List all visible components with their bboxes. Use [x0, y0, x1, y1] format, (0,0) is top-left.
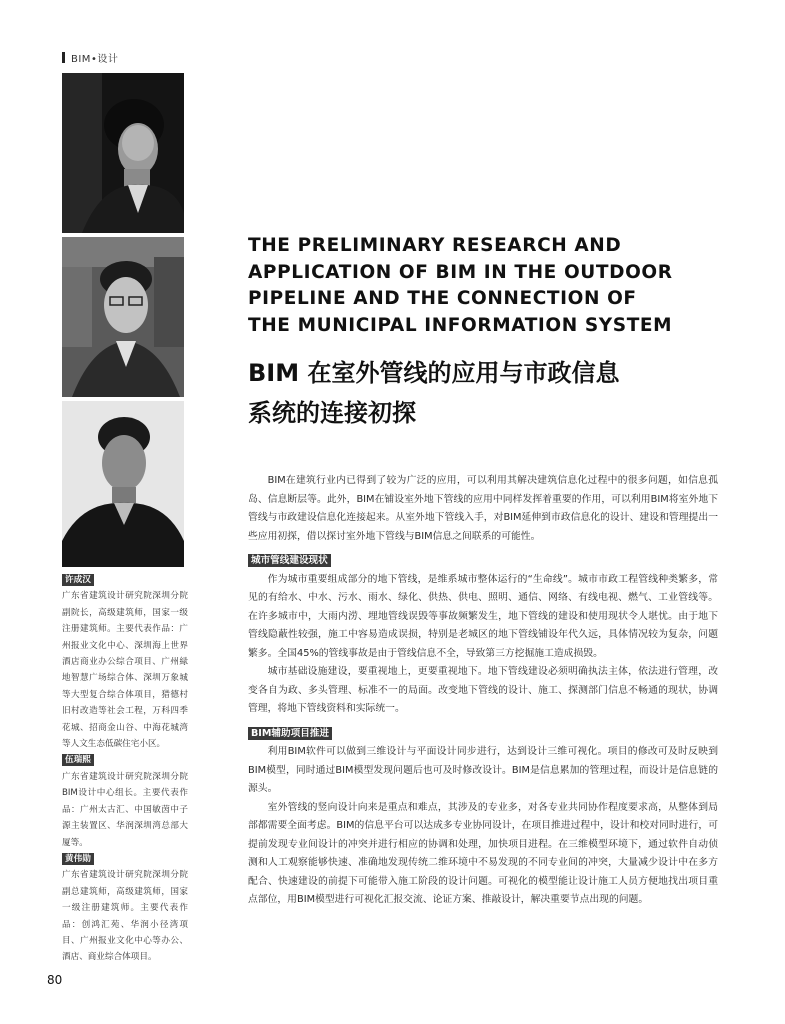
- author-bio: 广东省建筑设计研究院深圳分院BIM设计中心组长。主要代表作品：广州太古汇、中国敏茵中子源主装置区、华润深圳湾总部大厦等。: [62, 771, 188, 848]
- article-body: [248, 472, 718, 910]
- author-photo-2: [62, 237, 184, 397]
- body-paragraph: 利用BIM软件可以做到三维设计与平面设计同步进行，达到设计三维可视化。项目的修改可及时反映到BIM模型，同时通过BIM模型发现问题后也可及时修改设计。BIM是信息累加的管理过程，而设计是信息链的源头。: [248, 746, 718, 794]
- author-photo-3: [62, 401, 184, 567]
- author-name: 黄伟勋: [62, 853, 94, 865]
- title-chinese-line: 系统的连接初探: [248, 399, 416, 427]
- section-label: BIM•设计: [71, 54, 119, 65]
- section-heading: BIM辅助项目推进: [248, 727, 332, 740]
- body-paragraph: 室外管线的竖向设计向来是重点和难点，其涉及的专业多，对各专业共同协作程度要求高，从整体到局部都需要全面考虑。BIM的信息平台可以达成多专业协同设计，在项目推进过程中，设计和校对同时进行，可提前发现专业间设计的冲突并进行相应的协调和处理，加快项目进程。在三维模型环境下，通过软件自动侦测和人工观察能够快速、准确地发现传统二维环境中不易发现的不同专业间的冲突，大量减少设计中在多方配合、快速建设的前提下可能带入施工阶段的设计问题。可视化的模型能让设计施工人员方便地找出项目重点部位，用BIM模型进行可视化汇报交流、论证方案、推敲设计，解决重要节点出现的问题。: [248, 801, 718, 905]
- section-heading: 城市管线建设现状: [248, 554, 331, 567]
- intro-paragraph: BIM在建筑行业内已得到了较为广泛的应用，可以利用其解决建筑信息化过程中的很多问题，如信息孤岛、信息断层等。此外，BIM在铺设室外地下管线的应用中同样发挥着重要的作用，可以利用BIM将室外地下管线与市政建设信息化连接起来。从室外地下管线入手，对BIM延伸到市政信息化的设计、建设和管理提出一些应用初探，借以探讨室外地下管线与BIM信息之间联系的可能性。: [248, 475, 718, 542]
- section-bar: [62, 52, 65, 63]
- author-name: 伍瑞熙: [62, 754, 94, 766]
- author-bio: 广东省建筑设计研究院深圳分院副院长，高级建筑师，国家一级注册建筑师。主要代表作品：广州报业文化中心、深圳海上世界酒店商业办公综合项目、广州緑地智慧广场综合体、深圳万象城等大型复合综合体项目，猎德村旧村改造等社会工程，万科四季花城、招商金山谷、中海花城湾等人文生态低碳住宅小区。: [62, 591, 188, 750]
- title-english-line: THE MUNICIPAL INFORMATION SYSTEM: [248, 314, 673, 336]
- body-paragraph: 城市基础设施建设，要重视地上，更要重视地下。地下管线建设必须明确执法主体，依法进行管理，改变各自为政、多头管理、标准不一的局面。改变地下管线的设计、施工、探测部门信息不畅通的现状，协调管理，将地下管线资料和实际统一。: [248, 666, 718, 714]
- author-bio: 广东省建筑设计研究院深圳分院副总建筑师，高级建筑师，国家一级注册建筑师。主要代表作品：创鸿汇苑、华润小径湾项目、广州报业文化中心等办公、酒店、商业综合体项目。: [62, 870, 188, 963]
- page-number: 80: [47, 973, 63, 987]
- title-chinese: [248, 353, 728, 433]
- body-paragraph: 作为城市重要组成部分的地下管线，是维系城市整体运行的“生命线”。城市市政工程管线种类繁多，常见的有给水、中水、污水、雨水、绿化、供热、供电、照明、通信、网络、有线电视、燃气、工业管线等。在许多城市中，大雨内涝、埋地管线误毁等事故频繁发生，地下管线的建设和使用现状令人堪忧。由于地下管线隐蔽性较强，施工中容易造成误损，特别是老城区的地下管线铺设年代久远，具体情况较为复杂，问题繁多。全国45%的管线事故是由于管线信息不全，导致第三方挖掘施工造成损毁。: [248, 573, 718, 659]
- title-english-line: APPLICATION OF BIM IN THE OUTDOOR: [248, 261, 673, 283]
- title-english: [248, 233, 728, 339]
- author-photo-1: [62, 73, 184, 233]
- title-chinese-line: BIM 在室外管线的应用与市政信息: [248, 359, 620, 387]
- section-tag: [62, 50, 118, 65]
- title-english-line: PIPELINE AND THE CONNECTION OF: [248, 288, 637, 309]
- author-name: 许成汉: [62, 574, 94, 586]
- title-english-line: THE PRELIMINARY RESEARCH AND: [248, 235, 622, 256]
- author-sidebar: [62, 572, 188, 966]
